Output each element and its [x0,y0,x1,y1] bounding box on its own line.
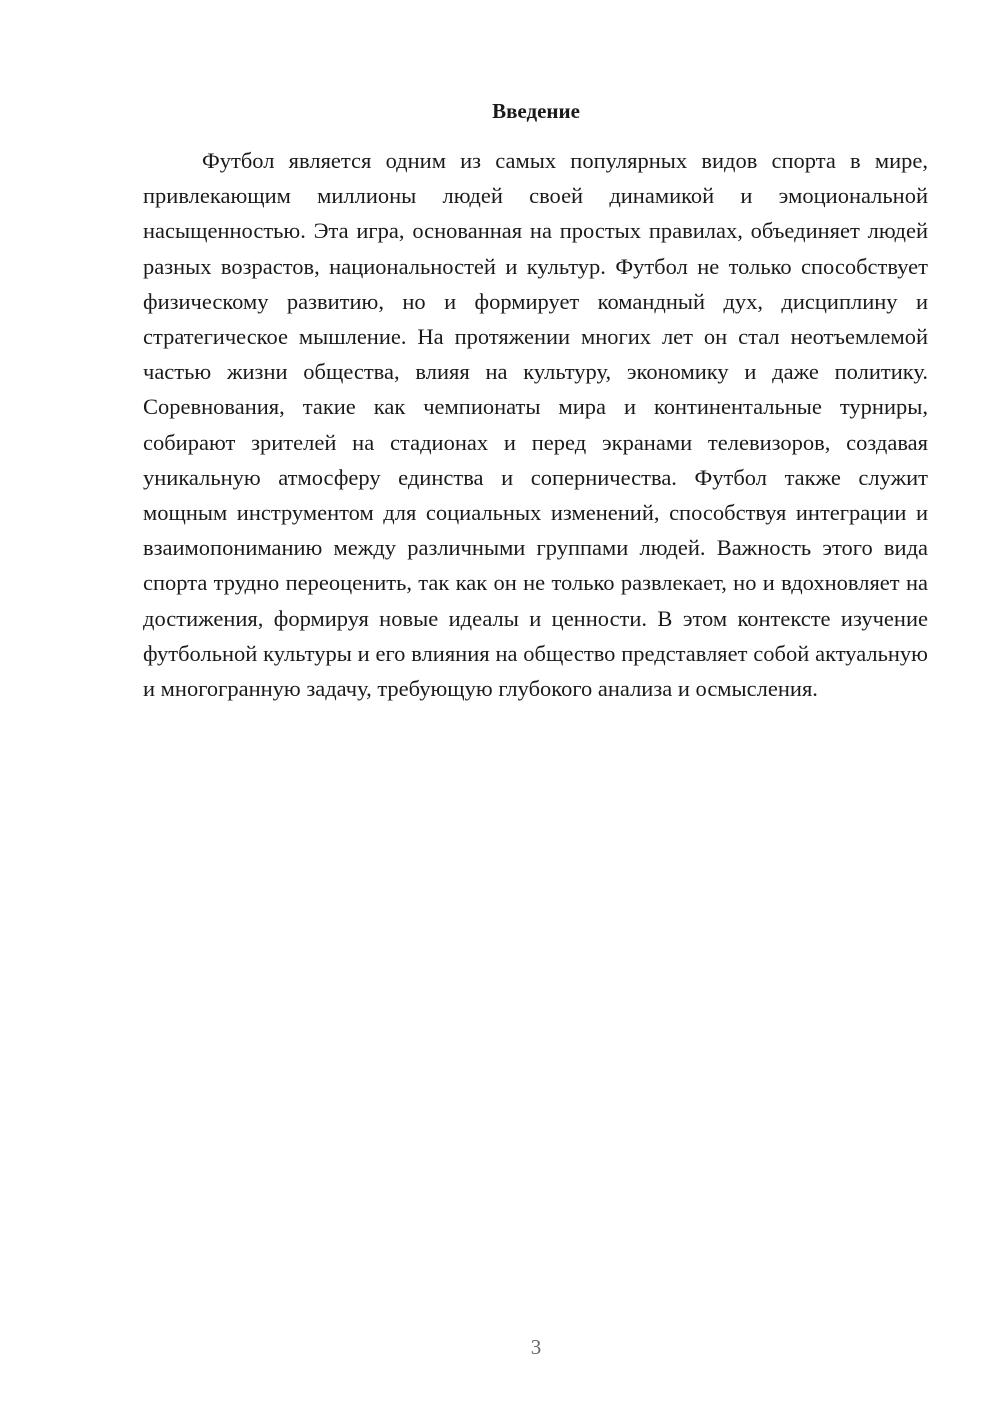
section-heading: Введение [492,99,580,123]
body-paragraph: Футбол является одним из самых популярных видов спорта в мире, привлекающим миллионы людей своей динамикой и эмоциональной насыщенностью. Эта игра, основанная на простых правилах, объединяет людей разных возрастов, национальностей и культур. Футбол не только способствует физическому развитию, но и формирует командный дух, дисциплину и стратегическое мышление. На протяжении многих лет он стал неотъемлемой частью жизни общества, влияя на культуру, экономику и даже политику. Соревнования, такие как чемпионаты мира и континентальные турниры, собирают зрителей на стадионах и перед экранами телевизоров, создавая уникальную атмосферу единства и соперничества. Футбол также служит мощным инструментом для социальных изменений, способствуя интеграции и взаимопониманию между различными группами людей. Важность этого вида спорта трудно переоценить, так как он не только развлекает, но и вдохновляет на достижения, формируя новые идеалы и ценности. В этом контексте изучение футбольной культуры и его влияния на общество представляет собой актуальную и многогранную задачу, требующую глубокого анализа и осмысления. [143,148,928,702]
page-number: 3 [530,1335,542,1359]
